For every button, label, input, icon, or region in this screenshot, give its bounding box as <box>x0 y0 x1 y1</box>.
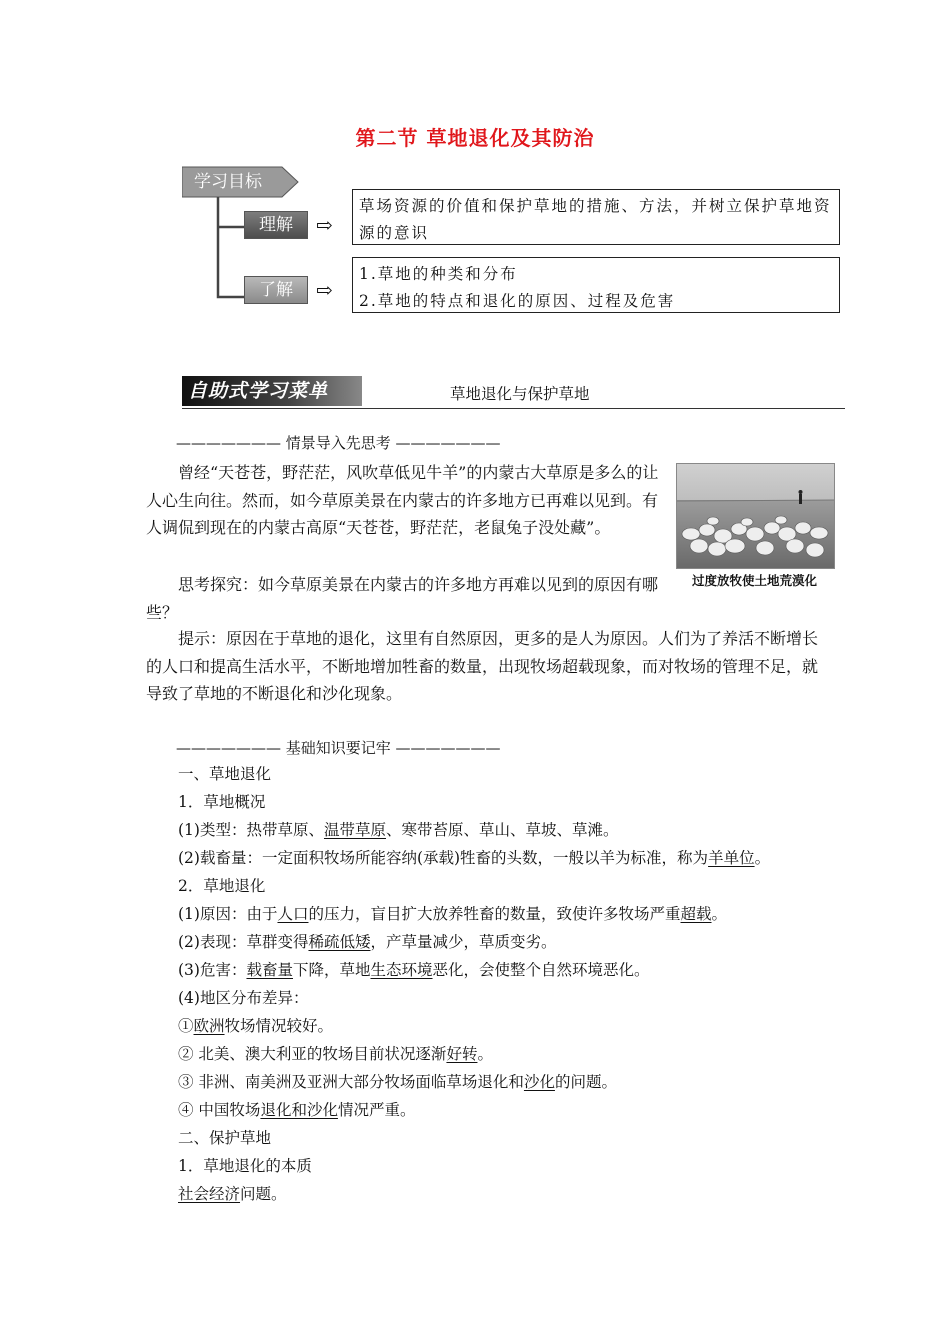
load-line: (2)载畜量：一定面积牧场所能容纳(承载)牲畜的头数，一般以羊为标准，称为羊单位。 <box>178 849 771 867</box>
cause-line: (1)原因：由于人口的压力，盲目扩大放养牲畜的数量，致使许多牧场严重超载。 <box>178 905 728 923</box>
menu-banner: 自助式学习菜单 <box>182 376 362 406</box>
subsection-heading: 1．草地退化的本质 <box>178 1157 312 1175</box>
understand-tag: 理解 <box>244 211 308 239</box>
basics-content <box>178 760 770 1208</box>
section-heading: 一、草地退化 <box>178 765 272 783</box>
region-item: ④ 中国牧场退化和沙化情况严重。 <box>178 1101 416 1119</box>
subsection-heading: 1．草地概况 <box>178 793 266 811</box>
overgrazing-photo <box>676 463 835 569</box>
section-heading: 二、保护草地 <box>178 1129 272 1147</box>
arrow-right-icon: ⇨ <box>316 278 333 302</box>
region-item: ② 北美、澳大利亚的牧场目前状况逐渐好转。 <box>178 1045 493 1063</box>
page-title: 第二节 草地退化及其防治 <box>355 126 595 150</box>
arrow-right-icon: ⇨ <box>316 213 333 237</box>
objectives-header: 学习目标 <box>194 172 262 192</box>
menu-subtitle: 草地退化与保护草地 <box>450 385 590 403</box>
region-item: ③ 非洲、南美洲及亚洲大部分牧场面临草场退化和沙化的问题。 <box>178 1073 617 1091</box>
menu-divider <box>182 408 845 409</box>
intro-header: ——————— 情景导入先思考 ——————— <box>176 434 501 452</box>
know-item-1: 1.草地的种类和分布 <box>359 265 518 283</box>
know-item-2: 2.草地的特点和退化的原因、过程及危害 <box>359 292 676 310</box>
subsection-heading: 2．草地退化 <box>178 877 266 895</box>
region-line: (4)地区分布差异： <box>178 989 309 1007</box>
harm-line: (3)危害：载畜量下降，草地生态环境恶化，会使整个自然环境恶化。 <box>178 961 650 979</box>
intro-hint: 提示：原因在于草地的退化，这里有自然原因，更多的是人为原因。人们为了养活不断增长的人口和提高生活水平，不断地增加牲畜的数量，出现牧场超载现象，而对牧场的管理不足，就导致了草地的不断退化和沙化现象。 <box>146 629 819 703</box>
understand-box: 草场资源的价值和保护草地的措施、方法，并树立保护草地资源的意识 <box>352 189 840 245</box>
region-item: ①欧洲牧场情况较好。 <box>178 1017 334 1035</box>
symptom-line: (2)表现：草群变得稀疏低矮，产草量减少，草质变劣。 <box>178 933 557 951</box>
intro-paragraph-1: 曾经“天苍苍，野茫茫，风吹草低见牛羊”的内蒙古大草原是多么的让人心生向往。然而，如今草原美景在内蒙古的许多地方已再难以见到。有人调侃到现在的内蒙古高原“天苍苍，野茫茫，老鼠兔子没处藏”。 <box>146 463 659 537</box>
photo-caption: 过度放牧使土地荒漠化 <box>691 573 817 588</box>
essence-line: 社会经济问题。 <box>178 1185 287 1203</box>
know-tag: 了解 <box>244 276 308 304</box>
type-line: (1)类型：热带草原、温带草原、寒带苔原、草山、草坡、草滩。 <box>178 821 619 839</box>
intro-paragraph-2: 思考探究：如今草原美景在内蒙古的许多地方再难以见到的原因有哪些？ <box>146 575 659 622</box>
know-box <box>352 257 840 313</box>
basics-header: ——————— 基础知识要记牢 ——————— <box>176 739 501 757</box>
